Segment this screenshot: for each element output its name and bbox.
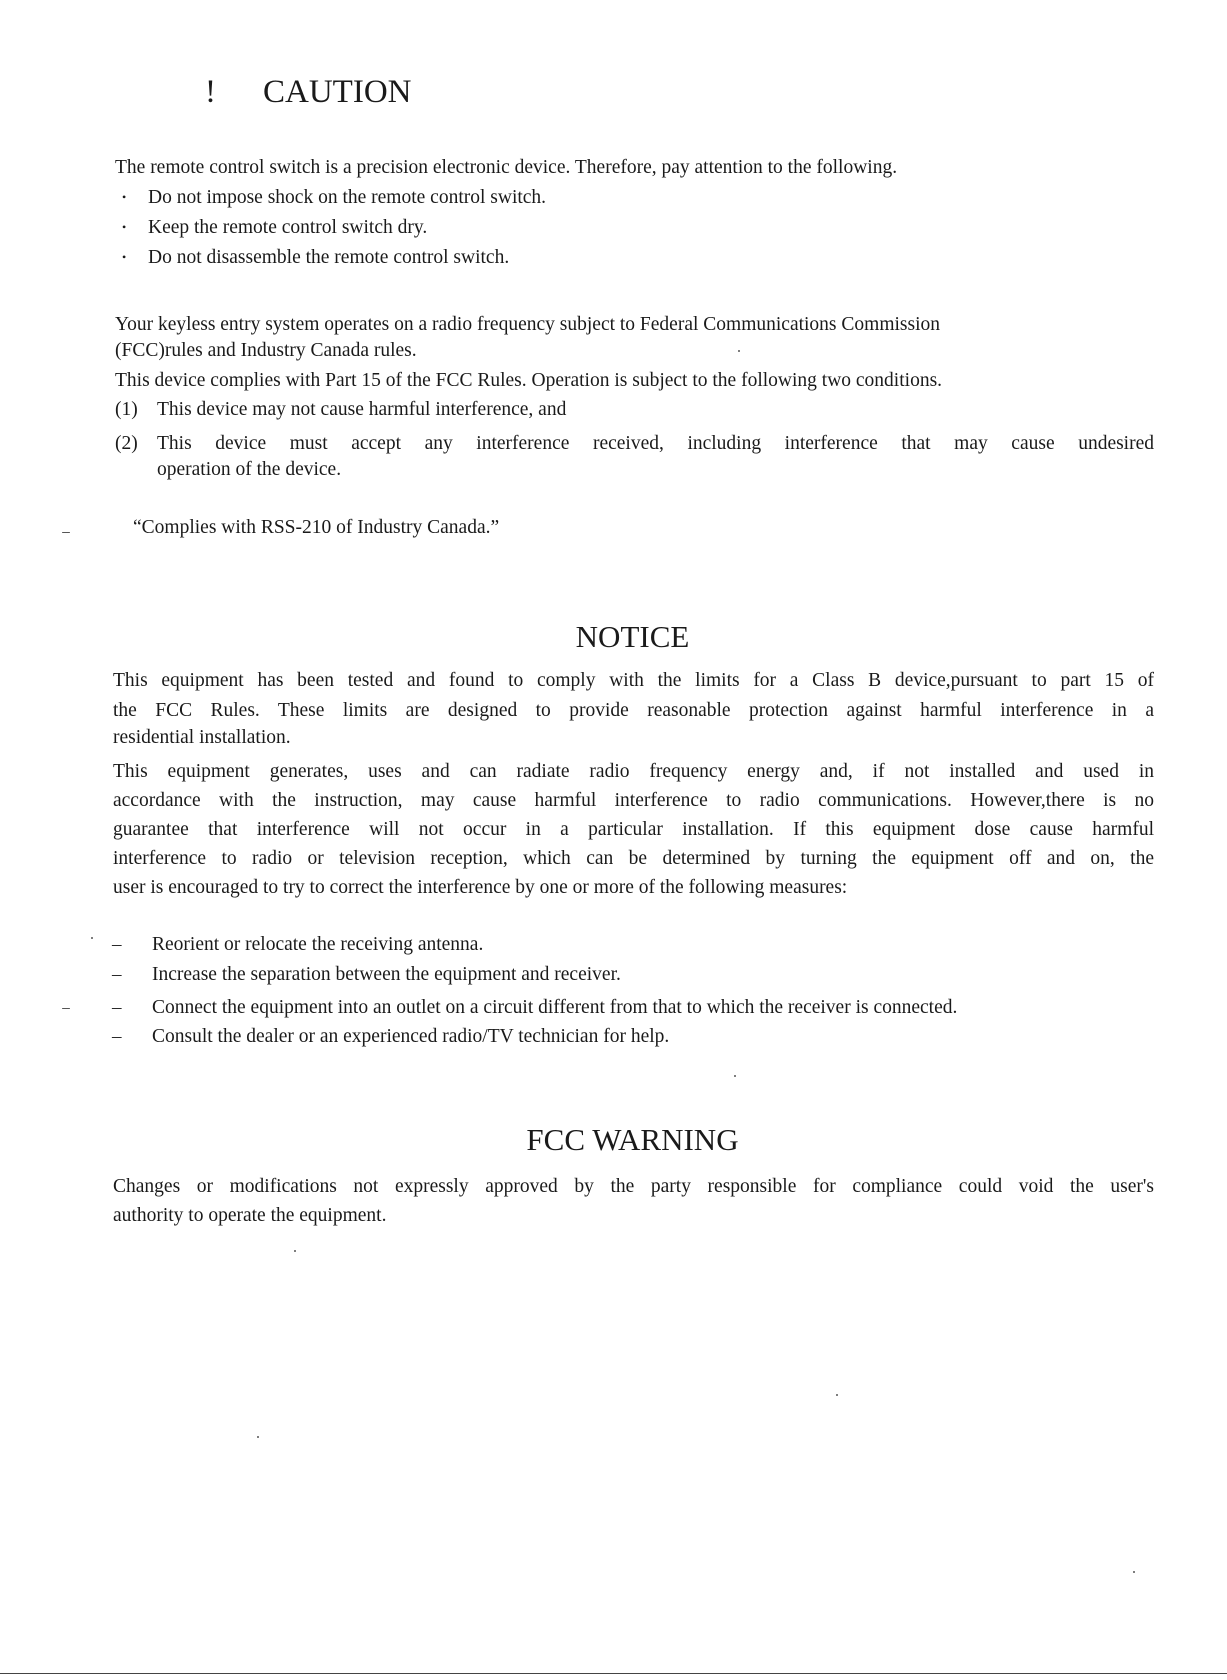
condition-text: This device may not cause harmful interference, and — [157, 399, 567, 420]
dash-icon: – — [112, 1026, 122, 1047]
notice-para1-line: This equipment has been tested and found to comply with the limits for a Class B device,pursuant to part 15 of — [113, 670, 1154, 691]
caution-bullet: Keep the remote control switch dry. — [148, 217, 428, 238]
measure-item: Increase the separation between the equipment and receiver. — [152, 964, 621, 985]
page-bottom-rule — [0, 1673, 1227, 1674]
dash-icon: – — [112, 997, 122, 1018]
scan-mark — [836, 1394, 838, 1396]
fcc-warning-text: authority to operate the equipment. — [113, 1205, 387, 1226]
dash-icon: – — [112, 934, 122, 955]
measure-item: Consult the dealer or an experienced radio/TV technician for help. — [152, 1026, 670, 1047]
scan-mark — [294, 1250, 296, 1252]
condition-number: (1) — [115, 399, 138, 420]
notice-para2-line: user is encouraged to try to correct the interference by one or more of the following measures: — [113, 877, 848, 898]
caution-bullet: Do not disassemble the remote control switch. — [148, 247, 510, 268]
notice-para1-line: residential installation. — [113, 727, 291, 748]
condition-number: (2) — [115, 433, 138, 454]
condition-text-continued: operation of the device. — [157, 459, 342, 480]
dash-icon: – — [112, 964, 122, 985]
fcc-warning-text: Changes or modifications not expressly approved by the party responsible for compliance could void the user's — [113, 1176, 1154, 1197]
bullet-icon: • — [122, 220, 127, 234]
caution-title: CAUTION — [263, 74, 412, 110]
exclamation-icon: ! — [205, 74, 216, 110]
notice-para2-line: interference to radio or television reception, which can be determined by turning the equipment off and on, the — [113, 848, 1154, 869]
measure-item: Connect the equipment into an outlet on a circuit different from that to which the receiver is connected. — [152, 997, 958, 1018]
notice-para1-line: the FCC Rules. These limits are designed to provide reasonable protection against harmful interference in a — [113, 700, 1154, 721]
scan-mark — [734, 1075, 736, 1077]
notice-para2-line: accordance with the instruction, may cause harmful interference to radio communications. However,there is no — [113, 790, 1154, 811]
fcc-text-line: Your keyless entry system operates on a radio frequency subject to Federal Communications Commission — [115, 314, 940, 335]
scan-mark — [738, 350, 740, 352]
bullet-icon: • — [122, 190, 127, 204]
bullet-icon: • — [122, 250, 127, 264]
caution-intro: The remote control switch is a precision electronic device. Therefore, pay attention to the following. — [115, 157, 898, 178]
scan-mark — [1133, 1571, 1135, 1573]
scan-mark — [62, 1008, 70, 1009]
caution-bullet: Do not impose shock on the remote control switch. — [148, 187, 547, 208]
fcc-text-line: (FCC)rules and Industry Canada rules. — [115, 340, 417, 361]
measure-item: Reorient or relocate the receiving antenna. — [152, 934, 484, 955]
notice-para2-line: This equipment generates, uses and can radiate radio frequency energy and, if not installed and used in — [113, 761, 1154, 782]
caution-heading — [205, 76, 411, 109]
scan-mark — [257, 1436, 259, 1438]
condition-text: This device must accept any interference received, including interference that may cause undesired — [157, 433, 1154, 454]
fcc-text-line: This device complies with Part 15 of the FCC Rules. Operation is subject to the following two conditions. — [115, 370, 943, 391]
scan-mark — [91, 937, 93, 939]
notice-para2-line: guarantee that interference will not occur in a particular installation. If this equipment dose cause harmful — [113, 819, 1154, 840]
notice-heading: NOTICE — [575, 619, 690, 654]
fcc-warning-heading: FCC WARNING — [526, 1122, 739, 1157]
rss-compliance-quote: “Complies with RSS-210 of Industry Canada.” — [133, 517, 500, 538]
scan-mark — [62, 532, 70, 533]
